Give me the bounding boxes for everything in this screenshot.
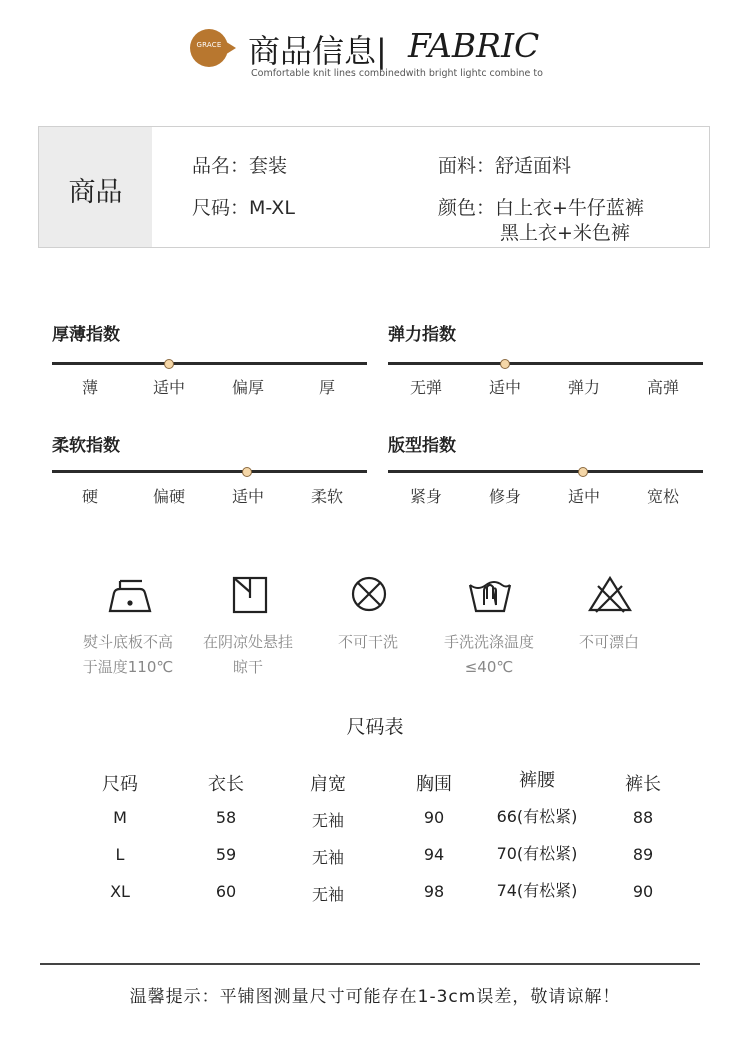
care-text-line1: 不可漂白 [578, 633, 640, 651]
product-label: 商品 [68, 177, 123, 208]
size-table-cell: 88 [632, 808, 654, 827]
brand-logo-text: GRACE [196, 41, 222, 49]
size-table-cell: L [115, 845, 125, 864]
divider [40, 963, 700, 965]
index-label: 适中 [567, 487, 601, 506]
care-text-no-bleach [579, 630, 639, 655]
care-text-line1: 熨斗底板不高 [82, 633, 174, 651]
size-table-cell: M [113, 808, 127, 827]
index-label: 柔软 [310, 487, 344, 506]
care-text-line1: 不可干洗 [337, 633, 399, 651]
size-table-cell: 74(有松紧) [496, 881, 578, 900]
index-scale-line [52, 362, 367, 365]
index-label: 适中 [152, 378, 186, 397]
index-label: 薄 [81, 378, 99, 397]
care-text-line2: 晾干 [232, 658, 264, 676]
index-marker [500, 359, 510, 369]
product-size: 尺码：M-XL [192, 197, 295, 219]
size-table-header: 胸围 [416, 774, 452, 795]
index-scale-line [388, 470, 703, 473]
page-subtitle: Comfortable knit lines combinedwith bright lightc combine to [251, 68, 543, 79]
index-label: 高弹 [646, 378, 680, 397]
product-color: 颜色：白上衣+牛仔蓝裤 [438, 197, 644, 219]
size-table-cell: 98 [423, 882, 445, 901]
index-title: 厚薄指数 [52, 325, 120, 345]
size-table-cell: 无袖 [311, 811, 345, 830]
care-text-line2: 于温度110℃ [82, 658, 174, 676]
product-fabric: 面料：舒适面料 [438, 155, 572, 177]
size-table-cell: 60 [215, 882, 237, 901]
product-color-line2: 黑上衣+米色裤 [500, 222, 630, 244]
size-table-header: 裤腰 [519, 770, 555, 791]
index-label: 偏硬 [152, 487, 186, 506]
size-table-header: 裤长 [625, 774, 661, 795]
care-text-iron [83, 630, 173, 680]
index-marker [164, 359, 174, 369]
index-label: 适中 [231, 487, 265, 506]
index-marker [242, 467, 252, 477]
page-title-cn: 商品信息| [248, 32, 387, 70]
size-table-cell: 94 [423, 845, 445, 864]
no-bleach-icon [586, 572, 634, 624]
page-title-en: FABRIC [408, 26, 540, 65]
hand-wash-icon [466, 573, 514, 625]
index-title: 柔软指数 [52, 436, 120, 456]
hang-dry-shade-icon [226, 574, 274, 626]
size-table-cell: 59 [215, 845, 237, 864]
size-table-cell: 58 [215, 808, 237, 827]
index-label: 紧身 [409, 487, 443, 506]
index-label: 硬 [81, 487, 99, 506]
care-text-line1: 手洗洗涤温度 [443, 633, 535, 651]
size-table-cell: 66(有松紧) [496, 807, 578, 826]
index-label: 厚 [318, 378, 336, 397]
size-table-title: 尺码表 [346, 716, 404, 738]
size-table-cell: 无袖 [311, 885, 345, 904]
index-label: 适中 [488, 378, 522, 397]
iron-icon [106, 575, 154, 627]
index-label: 修身 [488, 487, 522, 506]
measurement-note: 温馨提示：平铺图测量尺寸可能存在1-3cm误差，敬请谅解！ [129, 987, 621, 1007]
care-text-line2: ≤40℃ [464, 658, 514, 676]
size-table-cell: 89 [632, 845, 654, 864]
index-label: 无弹 [409, 378, 443, 397]
care-text-no-dry-clean [338, 630, 398, 655]
index-label: 弹力 [567, 378, 601, 397]
size-table-cell: 70(有松紧) [496, 844, 578, 863]
index-label: 宽松 [646, 487, 680, 506]
care-text-hang-dry [203, 630, 293, 680]
index-title: 版型指数 [388, 436, 456, 456]
no-dry-clean-icon [345, 572, 393, 624]
size-table-cell: 无袖 [311, 848, 345, 867]
size-table-cell: 90 [423, 808, 445, 827]
index-title: 弹力指数 [388, 325, 456, 345]
index-label: 偏厚 [231, 378, 265, 397]
product-name: 品名：套装 [192, 155, 288, 177]
size-table-cell: 90 [632, 882, 654, 901]
index-marker [578, 467, 588, 477]
care-text-hand-wash [444, 630, 534, 680]
size-table-cell: XL [110, 882, 130, 901]
index-scale-line [388, 362, 703, 365]
index-scale-line [52, 470, 367, 473]
size-table-header: 衣长 [208, 774, 244, 795]
size-table-header: 肩宽 [310, 774, 346, 795]
care-text-line1: 在阴凉处悬挂 [202, 633, 294, 651]
size-table-header: 尺码 [102, 774, 138, 795]
